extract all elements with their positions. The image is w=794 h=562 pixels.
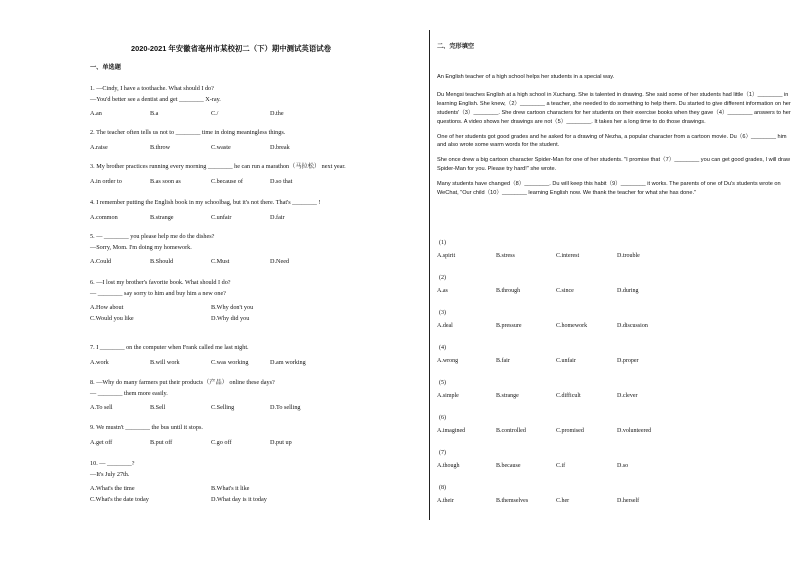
question-text: 1. —Cindy, I have a toothache. What should I do? [90,85,214,92]
cloze-option-a[interactable]: A.spirit [437,253,456,259]
option-c[interactable]: C.go off [211,438,232,446]
cloze-option-d[interactable]: D.herself [617,498,640,504]
cloze-number: (1) [439,240,446,246]
cloze-number: (4) [439,345,446,351]
question-text: 10. — ________? [90,460,135,467]
cloze-option-c[interactable]: C.promised [556,428,584,434]
question-10 [90,459,410,505]
question-9 [90,423,410,448]
cloze-option-a[interactable]: A.though [437,463,460,469]
question-text: —Sorry, Mom. I'm doing my homework. [90,243,192,251]
question-2 [90,128,410,153]
option-d[interactable]: D.break [270,143,290,151]
cloze-option-b[interactable]: B.controlled [496,428,526,434]
option-b[interactable]: B.will work [150,358,180,366]
cloze-option-a[interactable]: A.as [437,288,448,294]
option-b[interactable]: B.Why don't you [211,304,254,312]
option-b[interactable]: B.as soon as [150,177,181,185]
question-text: 5. — ________ you please help me do the dishes? [90,233,215,240]
cloze-option-b[interactable]: B.stress [496,253,515,259]
option-a[interactable]: A.To sell [90,404,113,412]
cloze-option-b[interactable]: B.themselves [496,498,529,504]
cloze-option-d[interactable]: D.discussion [617,323,648,329]
question-1 [90,84,410,120]
cloze-option-b[interactable]: B.through [496,288,521,294]
cloze-number: (3) [439,310,446,316]
question-3 [90,162,410,187]
option-a[interactable]: A.raise [90,143,108,151]
cloze-number: (8) [439,485,446,491]
option-c[interactable]: C.What's the date today [90,495,149,503]
cloze-option-c[interactable]: C.unfair [556,358,576,364]
cloze-option-d[interactable]: D.trouble [617,253,640,259]
option-c[interactable]: C.waste [211,143,231,151]
exam-title: 2020-2021 年安徽省亳州市某校初二（下）期中测试英语试卷 [131,44,331,53]
option-b[interactable]: B.What's it like [211,485,250,493]
option-c[interactable]: C.Must [211,258,230,266]
question-7 [90,343,410,368]
passage-paragraph: An English teacher of a high school helps her students in a special way. [437,74,615,80]
cloze-option-d[interactable]: D.volunteered [617,428,652,434]
option-d[interactable]: D.What day is it today [211,495,267,503]
question-text: 3. My brother practices running every morning ________ he can run a marathon（马拉松） next year. [90,163,346,170]
option-b[interactable]: B.strange [150,213,174,221]
option-d[interactable]: D.To selling [270,404,301,412]
section-heading-cloze: 二、完形填空 [437,43,475,50]
question-4 [90,198,410,223]
option-b[interactable]: B.a [150,110,159,118]
option-d[interactable]: D.fair [270,213,285,221]
cloze-option-c[interactable]: C.since [556,288,574,294]
question-text: 6. —I lost my brother's favorite book. What should I do? [90,279,231,286]
passage-paragraph: One of her students got good grades and he asked for a drawing of Nezha, a popular character from a cartoon movie. Du（6）________ him and also wrote some warm words for the student. [437,133,787,149]
option-d[interactable]: D.so that [270,177,293,185]
option-c[interactable]: C.was working [211,358,249,366]
cloze-option-a[interactable]: A.simple [437,393,459,399]
cloze-option-c[interactable]: C.interest [556,253,580,259]
option-b[interactable]: B.Sell [150,404,166,412]
option-c[interactable]: C.Selling [211,404,235,412]
option-c[interactable]: C./ [211,110,219,118]
option-b[interactable]: B.Should [150,258,174,266]
cloze-option-d[interactable]: D.so [617,463,629,469]
question-text: 4. I remember putting the English book in my schoolbag, but it's not there. That's ________ ! [90,199,321,206]
question-text: — ________ them more easily. [90,389,168,397]
option-d[interactable]: D.Need [270,258,290,266]
question-8 [90,378,410,414]
question-text: 7. I ________ on the computer when Frank called me last night. [90,344,249,351]
option-d[interactable]: D.am working [270,358,306,366]
cloze-option-c[interactable]: C.homework [556,323,588,329]
cloze-number: (7) [439,450,446,456]
option-a[interactable]: A.What's the time [90,485,135,493]
option-d[interactable]: D.the [270,110,284,118]
cloze-option-c[interactable]: C.if [556,463,566,469]
option-a[interactable]: A.in order to [90,177,122,185]
option-b[interactable]: B.throw [150,143,171,151]
passage-paragraph: Du Mengsi teaches English at a high school in Xuchang. She is talented in drawing. She said some of her students had little（1）________ in learning English. She knew,（2）________ a teacher, she needed to do something to help them. Du started to give different information on her students'（3）________. She drew cartoon characters for her students on their exercise books when they gave（4）________ answers to her questions. A video shows her drawings are not（5）________. It takes her a long time to do those drawings. [437,91,791,125]
cloze-option-b[interactable]: B.strange [496,393,519,399]
option-a[interactable]: A.common [90,213,118,221]
question-text: —You'd better see a dentist and get ________ X-ray. [90,95,221,103]
cloze-option-c[interactable]: C.difficult [556,393,581,399]
cloze-option-a[interactable]: A.deal [437,323,453,329]
cloze-option-d[interactable]: D.during [617,288,639,294]
option-c[interactable]: C.Would you like [90,314,134,322]
question-5 [90,232,410,268]
cloze-option-a[interactable]: A.imagined [437,428,466,434]
cloze-option-d[interactable]: D.clever [617,393,638,399]
passage-paragraph: Many students have changed（8）________. Du will keep this habit（9）________ it works. The parents of one of Du's students wrote on WeChat, "Our child（10）________ learning English now. We thank the teacher for what she has done." [437,181,781,197]
question-text: 2. The teacher often tells us not to ________ time in doing meaningless things. [90,129,286,136]
question-text: 8. —Why do many farmers put their products（产品） online these days? [90,379,275,386]
cloze-option-b[interactable]: B.fair [496,358,510,364]
column-divider [429,30,430,520]
cloze-passage [437,73,793,198]
cloze-number: (6) [439,415,446,421]
cloze-option-b[interactable]: B.pressure [496,323,522,329]
cloze-option-d[interactable]: D.proper [617,358,639,364]
cloze-number: (5) [439,380,446,386]
section-heading-single-choice: 一、单选题 [90,64,121,71]
option-a[interactable]: A.get off [90,438,113,446]
cloze-option-c[interactable]: C.her [556,498,570,504]
option-a[interactable]: A.Could [90,258,112,266]
option-a[interactable]: A.an [90,110,102,118]
option-b[interactable]: B.put off [150,438,173,446]
question-text: 9. We mustn't ________ the bus until it stops. [90,424,203,431]
option-d[interactable]: D.Why did you [211,314,250,322]
cloze-number: (2) [439,275,446,281]
question-6 [90,278,410,324]
question-text: —It's July 27th. [90,470,130,478]
cloze-option-b[interactable]: B.because [496,463,521,469]
option-c[interactable]: C.unfair [211,213,232,221]
cloze-option-a[interactable]: A.wrong [437,358,459,364]
option-d[interactable]: D.put up [270,438,292,446]
option-c[interactable]: C.because of [211,177,243,185]
option-a[interactable]: A.How about [90,304,124,312]
passage-paragraph: She once drew a big cartoon character Spider-Man for one of her students. "I promise that（7）________ you can get good grades, I will draw Spider-Man for you. Please try hard!" she wrote. [437,157,791,173]
question-text: — ________ say sorry to him and buy him a new one? [90,289,226,297]
option-a[interactable]: A.work [90,358,109,366]
cloze-option-a[interactable]: A.their [437,498,454,504]
